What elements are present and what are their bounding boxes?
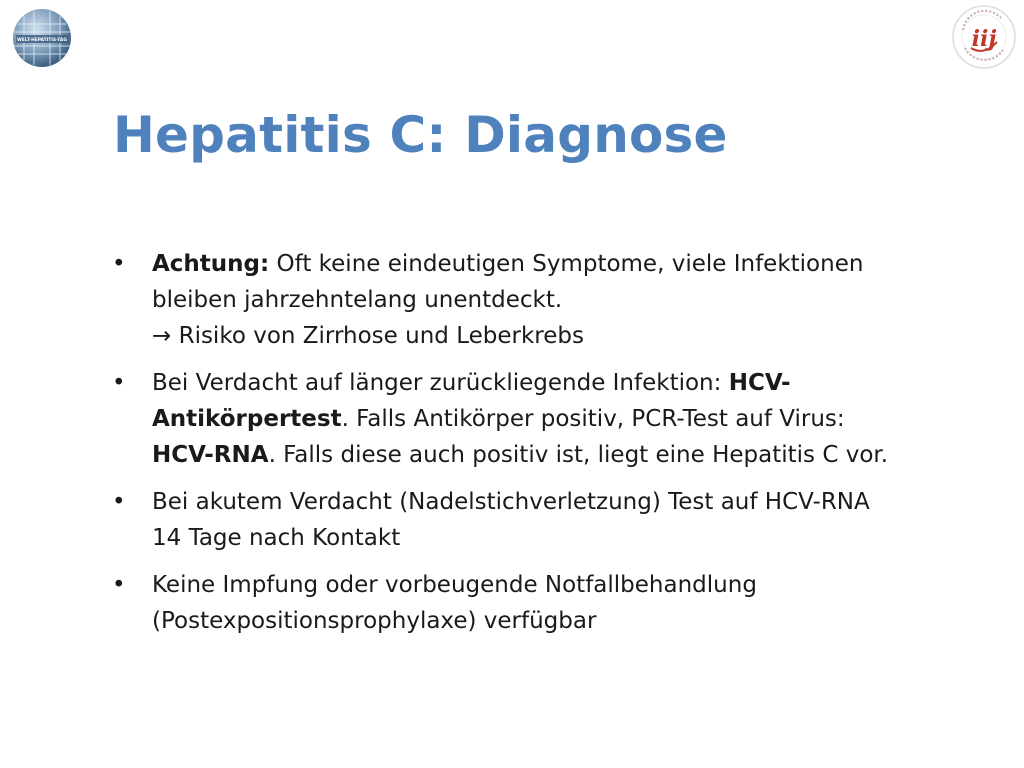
bullet-dot: • bbox=[112, 251, 126, 277]
bullet-item bbox=[112, 484, 947, 556]
bullet-line bbox=[152, 282, 947, 318]
bullet-dot: • bbox=[112, 370, 126, 396]
text: . Falls Antikörper positiv, PCR-Test auf Virus: bbox=[341, 406, 845, 432]
bullet-line bbox=[152, 365, 947, 401]
bullet-line bbox=[152, 520, 947, 556]
bullet-dot: • bbox=[112, 572, 126, 598]
society-seal-logo bbox=[951, 4, 1017, 70]
bold-text: HCV- bbox=[728, 370, 791, 396]
logo-left-text: WELT-HEPATITIS-TAG bbox=[17, 38, 67, 43]
bullet-item bbox=[112, 365, 947, 473]
bullet-list bbox=[112, 246, 947, 650]
bullet-line bbox=[152, 401, 947, 437]
text: Bei Verdacht auf länger zurückliegende Infektion: bbox=[152, 370, 729, 396]
bullet-line bbox=[152, 567, 947, 603]
slide-title: Hepatitis C: Diagnose bbox=[113, 106, 728, 164]
text: Oft keine eindeutigen Symptome, viele Infektionen bbox=[269, 251, 864, 277]
text: → Risiko von Zirrhose und Leberkrebs bbox=[152, 323, 584, 349]
bullet-item bbox=[112, 246, 947, 354]
text: Keine Impfung oder vorbeugende Notfallbehandlung bbox=[152, 572, 757, 598]
welt-hepatitis-tag-logo bbox=[12, 8, 72, 68]
bullet-line bbox=[152, 318, 947, 354]
text: bleiben jahrzehntelang unentdeckt. bbox=[152, 287, 563, 313]
text: 14 Tage nach Kontakt bbox=[152, 525, 401, 551]
logo-right-letters: iij bbox=[971, 26, 997, 52]
text: . Falls diese auch positiv ist, liegt eine Hepatitis C vor. bbox=[268, 442, 889, 468]
bold-text: Achtung: bbox=[152, 251, 270, 277]
bold-text: Antikörpertest bbox=[152, 406, 342, 432]
bullet-line bbox=[152, 603, 947, 639]
bullet-item bbox=[112, 567, 947, 639]
bullet-dot: • bbox=[112, 489, 126, 515]
bullet-line bbox=[152, 437, 947, 473]
text: (Postexpositionsprophylaxe) verfügbar bbox=[152, 608, 597, 634]
bold-text: HCV-RNA bbox=[152, 442, 269, 468]
text: Bei akutem Verdacht (Nadelstichverletzung) Test auf HCV-RNA bbox=[152, 489, 870, 515]
bullet-line bbox=[152, 246, 947, 282]
bullet-line bbox=[152, 484, 947, 520]
